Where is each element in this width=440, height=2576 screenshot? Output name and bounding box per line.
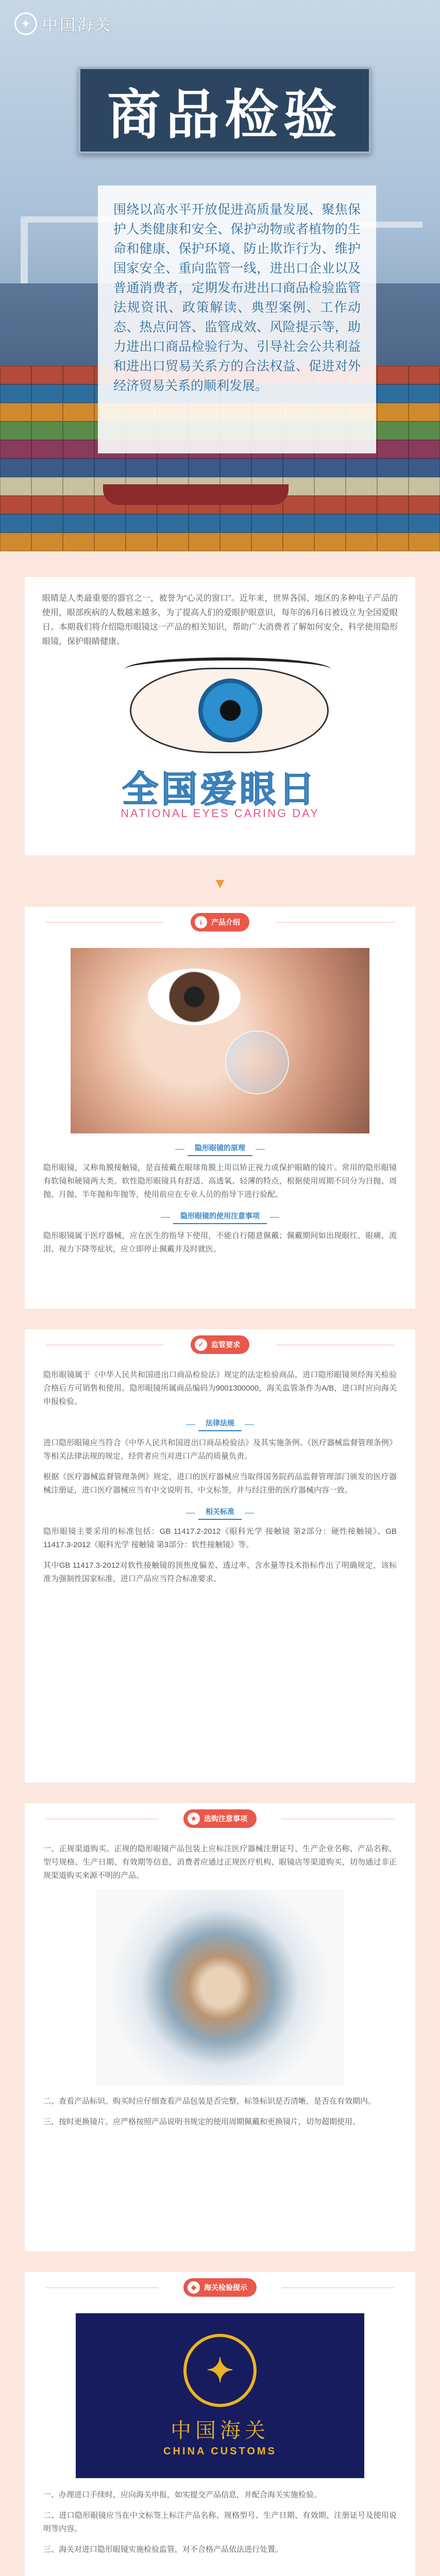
eye-illustration	[42, 657, 398, 853]
eye-icon	[148, 969, 241, 1025]
container-block	[0, 440, 31, 459]
customs-logo	[14, 12, 112, 35]
paragraph: 进口隐形眼镜应当符合《中华人民共和国进出口商品检验法》及其实施条例、《医疗器械监督管理条例》等相关法律法规的规定，经营者应当对进口产品的质量负责。	[43, 1438, 397, 1461]
section-header	[25, 1329, 415, 1360]
container-block	[94, 514, 126, 533]
container-block	[31, 421, 63, 440]
container-block	[409, 440, 440, 459]
container-block	[63, 477, 94, 496]
container-block	[31, 366, 63, 384]
container-block	[377, 477, 409, 496]
section-regulation	[25, 1329, 415, 1783]
container-block	[377, 514, 409, 533]
container-block	[314, 514, 346, 533]
paragraph: 其中GB 11417.3-2012对软性接触镜的顶焦度偏差、透过率、含水量等技术指标作出了明确规定，该标准为强制性国家标准，进口产品应当符合标准要求。	[43, 1561, 397, 1583]
container-block	[189, 514, 220, 533]
container-block	[0, 533, 31, 551]
container-block	[409, 403, 440, 421]
container-block	[0, 421, 31, 440]
container-block	[220, 459, 251, 477]
container-block	[314, 496, 346, 514]
subheading-text: 法律法规	[198, 1418, 242, 1431]
container-block	[189, 459, 220, 477]
container-block	[0, 514, 31, 533]
container-block	[157, 459, 189, 477]
container-block	[283, 459, 314, 477]
container-block	[409, 514, 440, 533]
intro-text: 眼睛是人类最重要的器官之一，被誉为“心灵的窗口”。近年来，世界各国、地区的多种电子产品的使用，眼部疾病的人数越来越多，为了提高人们的爱眼护眼意识，每年的6月6日被设立为全国爱眼日。本期我们将介绍隐形眼镜这一产品的相关知识，帮助广大消费者了解如何安全、科学使用隐形眼镜，保护眼睛健康。	[42, 594, 398, 646]
container-block	[157, 514, 189, 533]
container-block	[0, 403, 31, 421]
subheading	[43, 1211, 397, 1224]
container-block	[0, 496, 31, 514]
container-block	[63, 366, 94, 384]
container-block	[377, 496, 409, 514]
container-block	[94, 533, 126, 551]
intro-card	[25, 577, 415, 855]
info-icon: i	[195, 916, 207, 928]
paragraph: 三、海关对进口隐形眼镜实施检验监管，对不合格产品依法进行处置。	[43, 2545, 283, 2554]
container-block	[409, 421, 440, 440]
section-badge-label: 选购注意事项	[204, 1815, 247, 1823]
container-block	[31, 533, 63, 551]
container-block	[63, 384, 94, 403]
ship-icon	[103, 484, 289, 505]
container-block	[377, 366, 409, 384]
container-block	[314, 459, 346, 477]
section-header	[25, 907, 415, 938]
container-block	[346, 514, 377, 533]
container-block	[409, 459, 440, 477]
logo-text: 中国海关	[42, 16, 112, 35]
paragraph: 隐形眼镜主要采用的标准包括：GB 11417.2-2012《眼科光学 接触镜 第2部分：硬性接触镜》、GB 11417.3-2012《眼科光学 接触镜 第3部分：软性接触镜》等。	[43, 1527, 397, 1549]
container-block	[283, 533, 314, 551]
paragraph: 一、正规渠道购买。正规的隐形眼镜产品包装上应标注医疗器械注册证号、生产企业名称、产品名称、型号规格、生产日期、有效期等信息，消费者应通过正规医疗机构、眼镜店等渠道购买，切勿通过非正规渠道购买来源不明的产品。	[43, 1844, 397, 1880]
contact-lens-icon	[225, 1030, 289, 1094]
container-block	[31, 514, 63, 533]
paragraph: 一、办理进口手续时，应向海关申报，如实提交产品信息，并配合海关实施检验。	[43, 2490, 322, 2499]
subheading-text: 隐形眼镜的原理	[188, 1143, 252, 1156]
container-block	[377, 403, 409, 421]
chevron-down-icon: ▼	[213, 875, 227, 891]
eye-day-subtitle: NATIONAL EYES CARING DAY	[121, 807, 319, 820]
container-block	[283, 496, 314, 514]
subheading-text: 隐形眼镜的使用注意事项	[173, 1211, 267, 1224]
container-block	[251, 533, 283, 551]
stamp-icon: ◆	[188, 2281, 200, 2294]
paragraph: 二、查看产品标识。购买时应仔细查看产品包装是否完整，标签标识是否清晰，是否在有效期内。	[43, 2097, 376, 2106]
hero-intro-text: 围绕以高水平开放促进高质量发展、聚焦保护人类健康和安全、保护动物或者植物的生命和健康、保护环境、防止欺诈行为、维护国家安全、重向监管一线，进出口企业以及普通消费者，定期发布进出口商品检验监管法规资讯、政策解读、典型案例、工作动态、热点问答、监管成效、风险提示等，助力进出口商品检验行为、引导社会公共利益和进出口贸易关系方的合法权益、促进对外经济贸易关系的顺利发展。	[113, 202, 361, 393]
lens-macro-photo	[96, 1890, 344, 2086]
section-badge-label: 海关检验提示	[204, 2283, 247, 2292]
iris-icon	[198, 679, 262, 742]
container-block	[377, 421, 409, 440]
section-customs-tips	[25, 2272, 415, 2576]
container-block	[31, 384, 63, 403]
container-block	[126, 514, 157, 533]
container-block	[409, 496, 440, 514]
section-header	[25, 2272, 415, 2303]
eye-day-title: 全国爱眼日	[122, 769, 318, 809]
container-block	[409, 366, 440, 384]
subheading	[43, 1418, 397, 1431]
container-block	[0, 459, 31, 477]
container-block	[346, 533, 377, 551]
cart-icon: ★	[188, 1812, 200, 1825]
container-block	[126, 533, 157, 551]
hero-banner	[0, 0, 440, 551]
page-title	[78, 67, 371, 154]
section-badge	[191, 1335, 249, 1354]
container-block	[126, 459, 157, 477]
container-block	[251, 514, 283, 533]
section-badge	[183, 1809, 257, 1828]
section-badge	[191, 913, 249, 931]
container-block	[31, 477, 63, 496]
container-block	[409, 477, 440, 496]
section-badge-label: 产品介绍	[211, 918, 240, 926]
section-badge-label: 监管要求	[211, 1341, 240, 1349]
container-block	[377, 533, 409, 551]
section-purchase-tips	[25, 1803, 415, 2251]
container-block	[31, 459, 63, 477]
container-block	[377, 459, 409, 477]
paragraph: 根据《医疗器械监督管理条例》规定，进口的医疗器械应当取得国务院药品监督管理部门颁发的医疗器械注册证，进口医疗器械应当有中文说明书、中文标签，并与经注册的医疗器械内容一致。	[43, 1472, 397, 1495]
container-block	[251, 459, 283, 477]
container-block	[94, 459, 126, 477]
container-block	[409, 384, 440, 403]
subheading	[43, 1143, 397, 1156]
customs-logo-image	[76, 2313, 364, 2478]
container-block	[314, 477, 346, 496]
section-header	[25, 1803, 415, 1834]
paragraph: 隐形眼镜属于《中华人民共和国进出口商品检验法》规定的法定检验商品，进口隐形眼镜须经海关检验合格后方可销售和使用。隐形眼镜所属商品编码为9001300000，海关监管条件为A/B，进口时应向海关申报检验。	[43, 1370, 397, 1406]
subheading-text: 相关标准	[198, 1506, 242, 1520]
container-block	[314, 533, 346, 551]
container-block	[63, 496, 94, 514]
section-product-intro	[25, 907, 415, 1309]
container-block	[346, 459, 377, 477]
container-block	[377, 384, 409, 403]
paragraph: 隐形眼镜属于医疗器械，应在医生的指导下使用，不能自行随意佩戴；佩戴期间如出现眼红、眼痛、流泪、视力下降等症状，应立即停止佩戴并及时就医。	[43, 1231, 397, 1253]
container-block	[346, 496, 377, 514]
paragraph: 三、按时更换镜片。应严格按照产品说明书规定的使用周期佩戴和更换镜片，切勿超期使用。	[43, 2117, 361, 2126]
paragraph: 二、进口隐形眼镜应当在中文标签上标注产品名称、规格型号、生产日期、有效期、注册证号及使用说明等内容。	[43, 2511, 397, 2533]
container-block	[31, 403, 63, 421]
shield-icon: ✓	[195, 1338, 207, 1351]
container-block	[63, 403, 94, 421]
container-block	[31, 496, 63, 514]
lens-photo	[71, 948, 369, 1133]
customs-en-name: CHINA CUSTOMS	[163, 2446, 277, 2457]
container-block	[0, 477, 31, 496]
container-block	[0, 366, 31, 384]
container-block	[377, 440, 409, 459]
customs-cn-name: 中国海关	[171, 2419, 269, 2443]
container-block	[346, 477, 377, 496]
paragraph: 隐形眼镜，又称角膜接触镜，是直接戴在眼球角膜上用以矫正视力或保护眼睛的镜片。常用的隐形眼镜有软镜和硬镜两大类。软性隐形眼镜具有舒适、高透氧、轻薄的特点，根据使用周期不同分为日抛、周抛、月抛、半年抛和年抛等，使用前应在专业人员的指导下进行验配。	[43, 1163, 397, 1199]
hero-intro-box	[98, 185, 376, 453]
container-block	[409, 533, 440, 551]
eye-icon	[130, 668, 329, 753]
container-block	[157, 533, 189, 551]
section-badge	[183, 2278, 257, 2297]
container-block	[220, 514, 251, 533]
container-block	[0, 384, 31, 403]
container-block	[189, 533, 220, 551]
container-block	[63, 440, 94, 459]
subheading	[43, 1506, 397, 1520]
container-block	[63, 459, 94, 477]
page-title-text: 商品检验	[107, 83, 342, 146]
customs-emblem-icon: ✦	[14, 12, 37, 35]
container-block	[283, 514, 314, 533]
container-block	[63, 533, 94, 551]
container-block	[220, 533, 251, 551]
container-block	[63, 421, 94, 440]
customs-emblem-icon: ✦	[183, 2334, 257, 2407]
container-block	[63, 514, 94, 533]
container-block	[31, 440, 63, 459]
